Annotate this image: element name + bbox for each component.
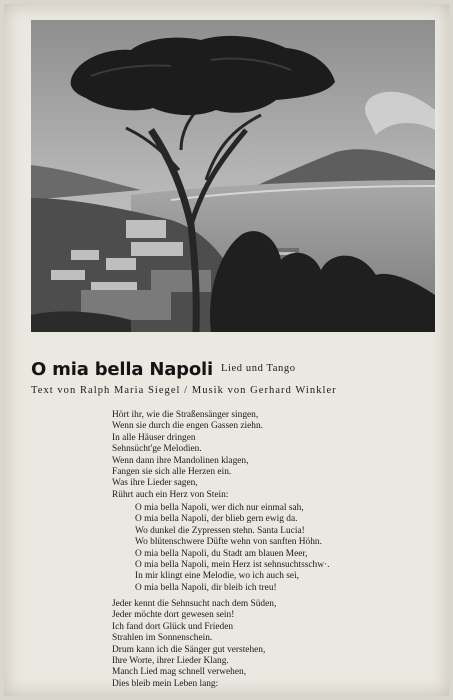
verse-line: Fangen sie sich alle Herzen ein.: [112, 466, 232, 477]
naples-bay-photo: [31, 20, 435, 332]
song-title: O mia bella Napoli: [31, 359, 213, 380]
verse-line: Ich fand dort Glück und Frieden: [112, 621, 234, 632]
verse-line: Manch Lied mag schnell verwehen,: [112, 667, 247, 678]
verse-line: Jeder möchte dort gewesen sein!: [112, 610, 235, 621]
refrain-line: O mia bella Napoli, wer dich nur einmal sah,: [135, 503, 304, 513]
verse-line: In alle Häuser dringen: [112, 432, 196, 443]
verse-line: Jeder kennt die Sehnsucht nach dem Süden,: [112, 599, 277, 609]
verse-2: [112, 599, 276, 690]
refrain-line: O mia bella Napoli, du Stadt am blauen Meer,: [135, 548, 308, 559]
refrain-line: O mia bella Napoli, mein Herz ist sehnsuchtsschw·.: [135, 559, 330, 570]
verse-line: Wenn sie durch die engen Gassen ziehn.: [112, 421, 264, 432]
verse-line: Drum kann ich die Sänger gut verstehen,: [112, 644, 266, 655]
refrain-line: Wo dunkel die Zypressen stehn. Santa Lucia!: [135, 525, 305, 536]
verse-line: Hört ihr, wie die Straßensänger singen,: [112, 410, 259, 420]
verse-line: Sehnsücht'ge Melodien.: [112, 444, 202, 455]
refrain-line: O mia bella Napoli, dir bleib ich treu!: [135, 582, 277, 593]
refrain-line: Wo blütenschwere Düfte wehn von sanften Höhn.: [135, 537, 322, 548]
verse-line: Was ihre Lieder sagen,: [112, 478, 198, 489]
refrain: [135, 503, 330, 594]
song-subtitle: Lied und Tango: [221, 363, 296, 374]
verse-line: Wenn dann ihre Mandolinen klagen,: [112, 455, 249, 466]
song-header: [31, 359, 441, 383]
verse-line: Rührt auch ein Herz von Stein:: [112, 489, 229, 500]
postcard: [4, 4, 449, 696]
refrain-line: In mir klingt eine Melodie, wo ich auch sei,: [135, 571, 300, 582]
song-credits: Text von Ralph Maria Siegel / Musik von Gerhard Winkler: [31, 385, 337, 396]
verse-1: [112, 410, 263, 501]
refrain-line: O mia bella Napoli, der blieb gern ewig da.: [135, 514, 298, 525]
photo-illustration: [31, 20, 435, 332]
verse-line: Strahlen im Sonnenschein.: [112, 633, 213, 644]
verse-line: Ihre Worte, ihrer Lieder Klang.: [112, 655, 229, 666]
verse-line: Dies bleib mein Leben lang:: [112, 678, 219, 689]
